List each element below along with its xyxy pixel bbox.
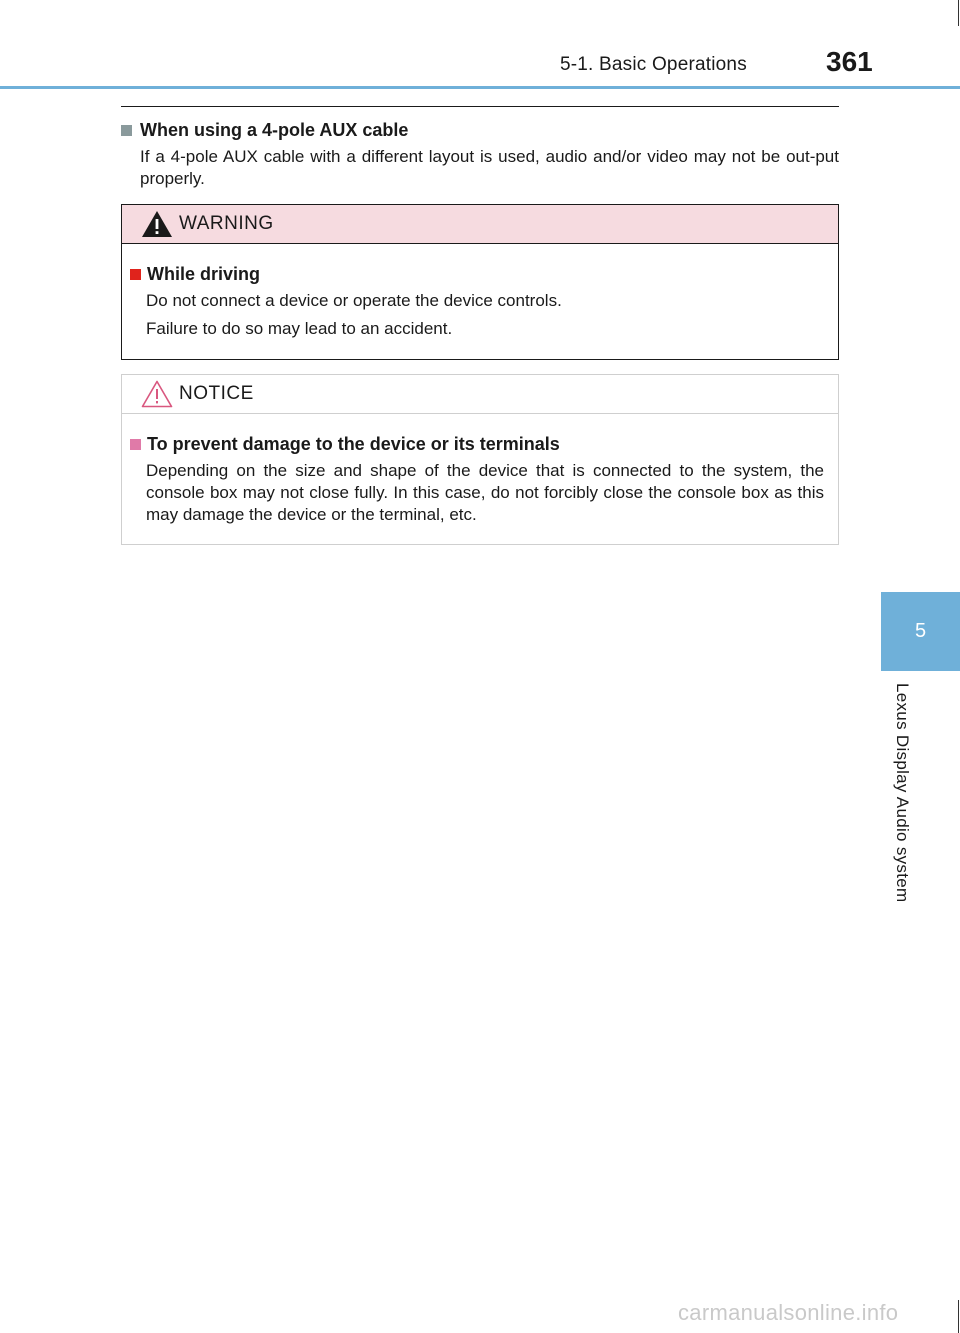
notice-item-heading-text: To prevent damage to the device or its terminals	[147, 433, 560, 454]
warning-line-1: Do not connect a device or operate the device controls.	[146, 291, 562, 310]
section-body: If a 4-pole AUX cable with a different layout is used, audio and/or video may not be out-put properly.	[140, 147, 839, 188]
warning-line-2: Failure to do so may lead to an accident.	[146, 319, 453, 338]
gray-square-bullet-icon	[121, 125, 132, 136]
notice-triangle-icon	[140, 379, 174, 409]
chapter-title: Lexus Display Audio system	[893, 683, 912, 903]
watermark: carmanualsonline.info	[678, 1300, 899, 1325]
warning-header	[122, 205, 838, 244]
warning-box	[121, 204, 839, 360]
page-number: 361	[826, 46, 873, 77]
red-square-bullet-icon	[130, 269, 141, 280]
notice-box	[121, 374, 839, 545]
section-title: 5-1. Basic Operations	[560, 54, 747, 75]
aux-cable-section	[121, 118, 839, 190]
header-rule	[0, 86, 960, 89]
notice-content	[122, 414, 838, 526]
warning-content	[122, 244, 838, 340]
chapter-number: 5	[914, 620, 927, 642]
notice-item-heading	[130, 432, 824, 456]
section-heading	[121, 118, 839, 142]
notice-header	[122, 375, 838, 414]
warning-title: WARNING	[179, 213, 274, 234]
notice-item-body: Depending on the size and shape of the device that is connected to the system, the console box may not close fully. In this case, do not forcibly close the console box as this may damage the device or the terminal, etc.	[146, 461, 824, 524]
chapter-tab	[881, 592, 960, 671]
warning-item-body	[146, 290, 824, 340]
section-heading-text: When using a 4-pole AUX cable	[140, 119, 409, 140]
warning-triangle-icon	[140, 209, 174, 239]
warning-item-heading-text: While driving	[147, 263, 261, 284]
crop-mark-top	[958, 0, 959, 26]
content-divider	[121, 106, 839, 107]
pink-square-bullet-icon	[130, 439, 141, 450]
warning-item-heading	[130, 262, 824, 286]
crop-mark-bottom	[958, 1300, 959, 1333]
notice-title: NOTICE	[179, 383, 254, 404]
